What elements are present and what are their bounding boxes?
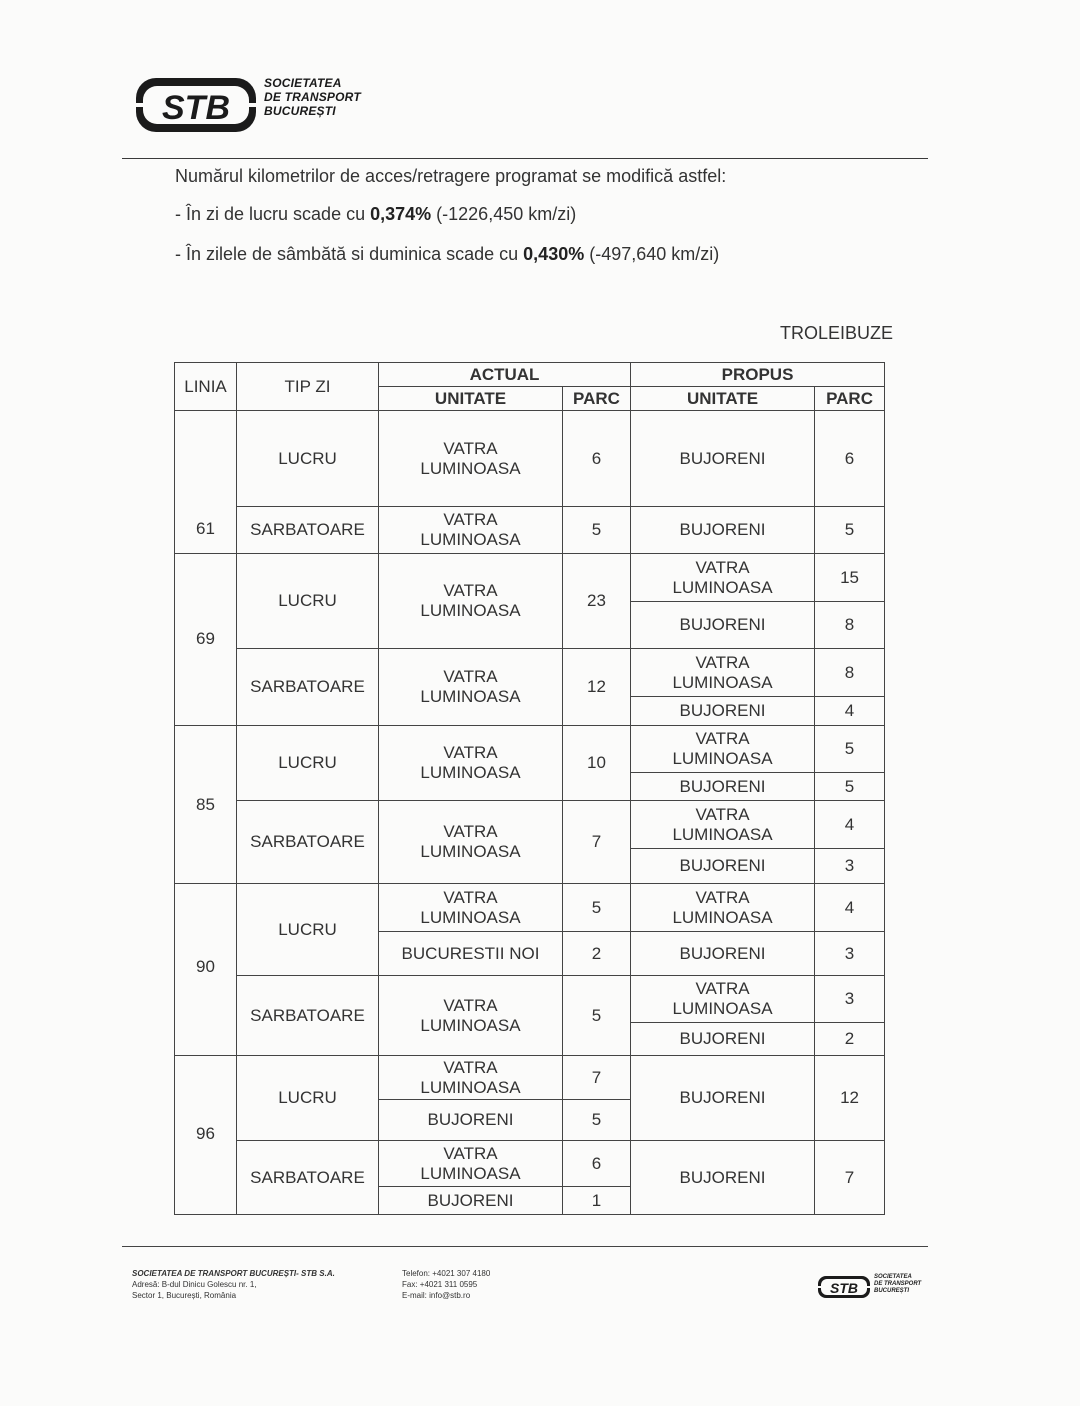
- cell-actual-parc: 12: [563, 649, 631, 726]
- header-linia: LINIA: [175, 363, 237, 411]
- cell-propus-unitate-text: VATRA LUMINOASA: [672, 804, 773, 844]
- header-propus-unitate: UNITATE: [631, 387, 815, 411]
- intro-line-3-percent: 0,430%: [523, 244, 585, 264]
- table-row: [175, 649, 885, 697]
- cell-linia: 85: [175, 726, 237, 884]
- table-row: [175, 976, 885, 1023]
- header-propus-parc: PARC: [815, 387, 885, 411]
- cell-tip-zi: LUCRU: [237, 726, 379, 801]
- table-row: [175, 1056, 885, 1100]
- stb-logo-mark: [132, 76, 260, 134]
- header-tip-zi: TIP ZI: [237, 363, 379, 411]
- cell-propus-parc: 4: [815, 697, 885, 726]
- header-divider: [122, 158, 928, 159]
- cell-actual-unitate: [379, 884, 563, 932]
- cell-propus-parc: 3: [815, 849, 885, 884]
- cell-propus-parc: 4: [815, 884, 885, 932]
- cell-propus-unitate: [631, 884, 815, 932]
- cell-propus-unitate: BUJORENI: [631, 849, 815, 884]
- cell-propus-parc: 12: [815, 1056, 885, 1141]
- cell-propus-unitate: BUJORENI: [631, 602, 815, 649]
- footer-logo-letters: STB: [830, 1280, 858, 1296]
- cell-propus-unitate: [631, 801, 815, 849]
- cell-propus-unitate: [631, 649, 815, 697]
- cell-propus-unitate: BUJORENI: [631, 697, 815, 726]
- cell-propus-unitate: BUJORENI: [631, 411, 815, 507]
- cell-actual-unitate-text: VATRA LUMINOASA: [420, 1143, 521, 1183]
- logo-line-3: BUCUREȘTI: [264, 104, 336, 118]
- cell-propus-unitate: BUJORENI: [631, 1056, 815, 1141]
- cell-propus-parc: 3: [815, 932, 885, 976]
- cell-propus-parc: 2: [815, 1023, 885, 1056]
- cell-propus-parc: 5: [815, 726, 885, 773]
- logo-line-2: DE TRANSPORT: [264, 90, 361, 104]
- cell-actual-unitate: [379, 1056, 563, 1100]
- cell-actual-parc: 6: [563, 1141, 631, 1187]
- intro-line-1: Numărul kilometrilor de acces/retragere programat se modifică astfel:: [175, 166, 727, 186]
- intro-line-2-pre: - În zi de lucru scade cu: [175, 204, 371, 224]
- footer-address: [132, 1268, 335, 1301]
- cell-actual-unitate-text: VATRA LUMINOASA: [420, 995, 521, 1035]
- cell-propus-unitate: BUJORENI: [631, 773, 815, 801]
- table-row: [175, 1141, 885, 1187]
- table-row: [175, 726, 885, 773]
- cell-propus-parc: 4: [815, 801, 885, 849]
- header-actual: ACTUAL: [379, 363, 631, 387]
- footer-logo-line-3: BUCUREȘTI: [874, 1288, 910, 1294]
- cell-actual-parc: 7: [563, 801, 631, 884]
- cell-propus-parc: 5: [815, 773, 885, 801]
- cell-tip-zi: SARBATOARE: [237, 801, 379, 884]
- logo-line-1: SOCIETATEA: [264, 76, 342, 90]
- cell-propus-unitate-text: VATRA LUMINOASA: [672, 887, 773, 927]
- cell-actual-unitate: [379, 976, 563, 1056]
- cell-propus-unitate: BUJORENI: [631, 1023, 815, 1056]
- cell-linia: 69: [175, 554, 237, 726]
- cell-actual-unitate-text: VATRA LUMINOASA: [420, 1057, 521, 1097]
- cell-actual-parc: 5: [563, 507, 631, 554]
- footer-stb-logo: [816, 1272, 928, 1300]
- cell-actual-unitate-text: VATRA LUMINOASA: [420, 887, 521, 927]
- cell-propus-unitate: [631, 976, 815, 1023]
- footer-address-line-1: Adresă: B-dul Dinicu Golescu nr. 1,: [132, 1280, 257, 1289]
- cell-propus-parc: 7: [815, 1141, 885, 1215]
- header-actual-parc: PARC: [563, 387, 631, 411]
- cell-tip-zi: LUCRU: [237, 554, 379, 649]
- cell-propus-parc: 5: [815, 507, 885, 554]
- cell-actual-parc: 5: [563, 1100, 631, 1141]
- table-row: [175, 411, 885, 507]
- cell-propus-parc: 8: [815, 649, 885, 697]
- cell-actual-parc: 5: [563, 884, 631, 932]
- section-title: TROLEIBUZE: [780, 323, 894, 343]
- cell-propus-parc: 3: [815, 976, 885, 1023]
- cell-tip-zi: SARBATOARE: [237, 1141, 379, 1215]
- intro-line-3-pre: - În zilele de sâmbătă si duminica scade cu: [175, 244, 524, 264]
- cell-tip-zi: LUCRU: [237, 1056, 379, 1141]
- cell-propus-unitate-text: VATRA LUMINOASA: [672, 979, 773, 1018]
- footer-logo-text: [874, 1274, 921, 1295]
- cell-propus-parc: 15: [815, 554, 885, 602]
- header-propus: PROPUS: [631, 363, 885, 387]
- cell-actual-unitate: [379, 554, 563, 649]
- table-row: [175, 801, 885, 849]
- stb-logo-letters: STB: [162, 89, 230, 127]
- footer-logo-line-2: DE TRANSPORT: [874, 1281, 922, 1287]
- cell-actual-unitate: [379, 726, 563, 801]
- cell-actual-unitate: BUJORENI: [379, 1187, 563, 1215]
- trolleybus-table: [174, 362, 885, 1215]
- cell-actual-parc: 6: [563, 411, 631, 507]
- cell-propus-unitate: [631, 554, 815, 602]
- footer-company: SOCIETATEA DE TRANSPORT BUCUREȘTI- STB S.A.: [132, 1269, 335, 1278]
- cell-actual-unitate-text: VATRA LUMINOASA: [420, 581, 521, 620]
- cell-actual-unitate: [379, 801, 563, 884]
- cell-actual-unitate: BUCURESTII NOI: [379, 932, 563, 976]
- cell-actual-parc: 23: [563, 554, 631, 649]
- cell-actual-parc: 5: [563, 976, 631, 1056]
- cell-propus-unitate: BUJORENI: [631, 1141, 815, 1215]
- table-row: [175, 554, 885, 602]
- intro-line-3-post: (-497,640 km/zi): [584, 244, 720, 264]
- cell-propus-parc: 6: [815, 411, 885, 507]
- cell-actual-parc: 7: [563, 1056, 631, 1100]
- footer-logo-line-1: SOCIETATEA: [874, 1274, 912, 1280]
- cell-linia: 61: [175, 411, 237, 554]
- stb-logo: [132, 74, 372, 136]
- cell-tip-zi: SARBATOARE: [237, 649, 379, 726]
- cell-actual-parc: 1: [563, 1187, 631, 1215]
- header-actual-unitate: UNITATE: [379, 387, 563, 411]
- footer-divider: [122, 1246, 928, 1247]
- intro-line-3: [175, 244, 719, 264]
- cell-propus-unitate-text: VATRA LUMINOASA: [672, 652, 773, 692]
- cell-actual-unitate-text: VATRA LUMINOASA: [420, 822, 521, 861]
- footer-address-line-2: Sector 1, București, România: [132, 1291, 237, 1300]
- table-row: [175, 507, 885, 554]
- footer-fax: Fax: +4021 311 0595: [402, 1280, 478, 1289]
- cell-linia: 96: [175, 1056, 237, 1215]
- cell-propus-unitate-text: VATRA LUMINOASA: [672, 557, 773, 597]
- cell-actual-parc: 10: [563, 726, 631, 801]
- cell-propus-unitate: BUJORENI: [631, 507, 815, 554]
- cell-propus-unitate-text: VATRA LUMINOASA: [672, 729, 773, 768]
- intro-line-2-percent: 0,374%: [370, 204, 432, 224]
- cell-actual-unitate: BUJORENI: [379, 1100, 563, 1141]
- cell-tip-zi: LUCRU: [237, 411, 379, 507]
- cell-actual-unitate: [379, 411, 563, 507]
- cell-actual-unitate-text: VATRA LUMINOASA: [420, 438, 521, 478]
- cell-actual-unitate-text: VATRA LUMINOASA: [420, 510, 521, 549]
- cell-tip-zi: LUCRU: [237, 884, 379, 976]
- cell-propus-parc: 8: [815, 602, 885, 649]
- intro-line-2-post: (-1226,450 km/zi): [431, 204, 577, 224]
- cell-actual-unitate: [379, 1141, 563, 1187]
- cell-propus-unitate: BUJORENI: [631, 932, 815, 976]
- intro-line-2: [175, 204, 576, 224]
- cell-tip-zi: SARBATOARE: [237, 507, 379, 554]
- cell-tip-zi: SARBATOARE: [237, 976, 379, 1056]
- footer-email: E-mail: info@stb.ro: [402, 1291, 471, 1300]
- cell-propus-unitate: [631, 726, 815, 773]
- footer-phone: Telefon: +4021 307 4180: [402, 1269, 491, 1278]
- cell-actual-unitate-text: VATRA LUMINOASA: [420, 743, 521, 782]
- cell-actual-unitate: [379, 649, 563, 726]
- cell-linia: 90: [175, 884, 237, 1056]
- cell-actual-unitate-text: VATRA LUMINOASA: [420, 667, 521, 706]
- stb-logo-text: [264, 76, 361, 118]
- footer-contact: [402, 1268, 490, 1301]
- cell-actual-unitate: [379, 507, 563, 554]
- footer-logo-mark: [816, 1275, 872, 1299]
- table-row: [175, 884, 885, 932]
- table-header-row: [175, 363, 885, 387]
- cell-actual-parc: 2: [563, 932, 631, 976]
